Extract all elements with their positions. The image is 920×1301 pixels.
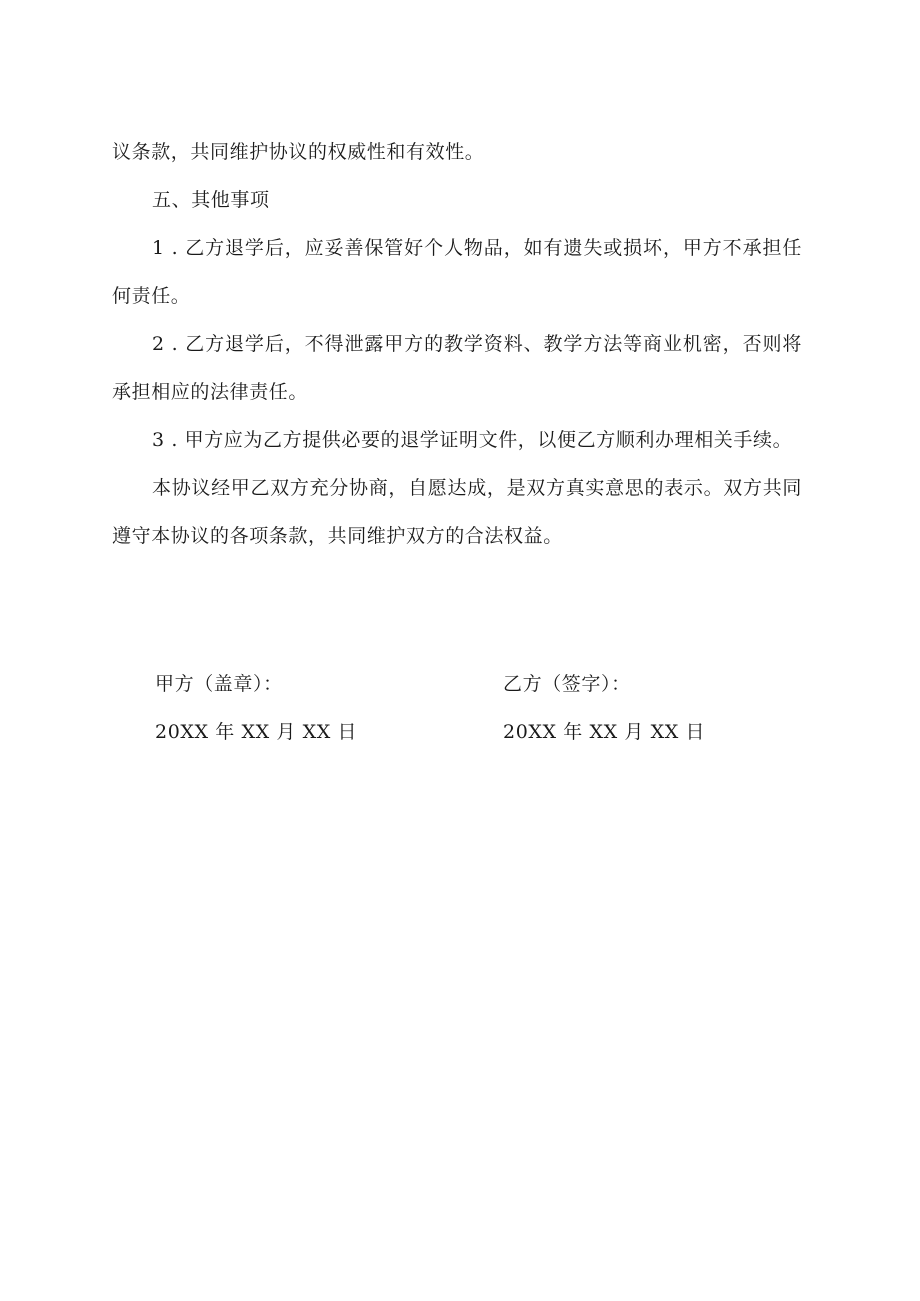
party-b-signature xyxy=(503,660,705,756)
party-a-date: 20XX 年 XX 月 XX 日 xyxy=(155,721,358,743)
party-b-label: 乙方（签字）： xyxy=(503,673,631,695)
closing-paragraph: 本协议经甲乙双方充分协商，自愿达成，是双方真实意思的表示。双方共同遵守本协议的各项条款，共同维护双方的合法权益。 xyxy=(112,477,802,547)
party-b-date: 20XX 年 XX 月 XX 日 xyxy=(503,721,706,743)
clause-1: 1 . 乙方退学后，应妥善保管好个人物品，如有遗失或损坏，甲方不承担任何责任。 xyxy=(112,237,802,307)
party-a-signature xyxy=(155,660,357,756)
party-a-label: 甲方（盖章）： xyxy=(155,673,283,695)
clause-3: 3 . 甲方应为乙方提供必要的退学证明文件，以便乙方顺利办理相关手续。 xyxy=(152,429,793,451)
paragraph-continuation: 议条款，共同维护协议的权威性和有效性。 xyxy=(112,141,485,163)
signature-block xyxy=(0,660,920,760)
clause-2: 2 . 乙方退学后，不得泄露甲方的教学资料、教学方法等商业机密，否则将承担相应的法律责任。 xyxy=(112,333,802,403)
section-heading-other-matters: 五、其他事项 xyxy=(152,189,270,211)
document-body xyxy=(112,128,802,560)
